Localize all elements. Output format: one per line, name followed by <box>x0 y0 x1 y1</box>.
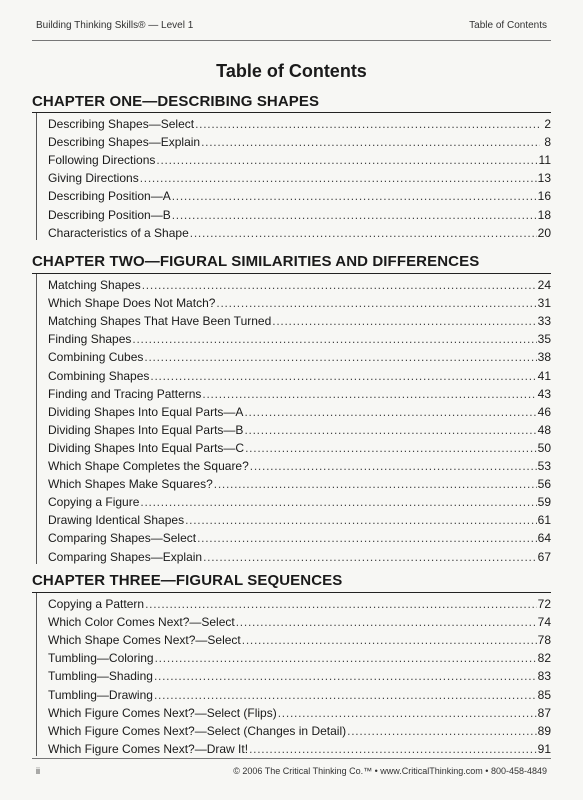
toc-entry-page: 89 <box>537 723 551 738</box>
dot-leader <box>244 423 536 437</box>
toc-entry-label: Which Shapes Make Squares? <box>48 477 213 492</box>
dot-leader <box>203 550 537 564</box>
toc-entry[interactable] <box>36 222 551 240</box>
toc-entry-label: Following Directions <box>48 153 156 168</box>
toc-entry-page: 78 <box>537 633 551 648</box>
dot-leader <box>242 633 537 647</box>
dot-leader <box>142 278 537 292</box>
toc-entry-label: Comparing Shapes—Select <box>48 531 197 546</box>
header-section-title: Table of Contents <box>469 20 547 31</box>
toc-entry[interactable] <box>36 683 551 701</box>
page-number: ii <box>36 766 40 776</box>
toc-entry[interactable] <box>36 629 551 647</box>
toc-entry-label: Which Figure Comes Next?—Select (Changes in Detail) <box>48 723 347 738</box>
dot-leader <box>249 742 537 756</box>
dot-leader <box>216 296 536 310</box>
toc-entry-page: 41 <box>537 368 551 383</box>
toc-entry-page: 67 <box>537 549 551 564</box>
toc-entry[interactable] <box>36 665 551 683</box>
dot-leader <box>250 459 537 473</box>
toc-entry-page: 20 <box>537 225 551 240</box>
dot-leader <box>156 153 537 167</box>
toc-entry-page: 83 <box>537 669 551 684</box>
toc-entry-label: Which Color Comes Next?—Select <box>48 615 235 630</box>
toc-entry[interactable] <box>36 401 551 419</box>
running-footer <box>36 766 547 778</box>
toc-entry[interactable] <box>36 593 551 611</box>
toc-entry-label: Copying a Figure <box>48 495 140 510</box>
dot-leader <box>236 615 537 629</box>
toc-entry-label: Combining Cubes <box>48 350 144 365</box>
toc-entry-page: 2 <box>544 117 551 132</box>
toc-entry-page: 87 <box>537 705 551 720</box>
toc-entry-page: 13 <box>537 171 551 186</box>
toc-entry[interactable] <box>36 611 551 629</box>
toc-entry-page: 38 <box>537 350 551 365</box>
toc-entry-page: 61 <box>537 513 551 528</box>
toc-entry-page: 56 <box>537 477 551 492</box>
header-book-title: Building Thinking Skills® — Level 1 <box>36 20 194 31</box>
toc-entry-label: Tumbling—Coloring <box>48 651 154 666</box>
dot-leader <box>172 189 537 203</box>
toc-entry-page: 18 <box>537 207 551 222</box>
dot-leader <box>155 651 537 665</box>
toc-entry-page: 50 <box>537 440 551 455</box>
toc-entry-label: Giving Directions <box>48 171 139 186</box>
toc-entry[interactable] <box>36 527 551 545</box>
toc-entry-page: 11 <box>538 153 551 168</box>
toc-entry[interactable] <box>36 455 551 473</box>
toc-entry[interactable] <box>36 545 551 563</box>
toc-entry[interactable] <box>36 419 551 437</box>
toc-entry[interactable] <box>36 364 551 382</box>
toc-entry-label: Which Shape Does Not Match? <box>48 296 216 311</box>
copyright-notice: © 2006 The Critical Thinking Co.™ • www.CriticalThinking.com • 800-458-4849 <box>233 766 547 776</box>
toc-entry-label: Describing Position—A <box>48 189 171 204</box>
toc-entry[interactable] <box>36 491 551 509</box>
dot-leader <box>150 369 536 383</box>
dot-leader <box>145 597 537 611</box>
chapter-3-entries <box>36 593 551 756</box>
toc-entry-label: Which Shape Completes the Square? <box>48 459 249 474</box>
toc-entry[interactable] <box>36 131 551 149</box>
dot-leader <box>202 387 536 401</box>
toc-entry[interactable] <box>36 383 551 401</box>
chapter-2-entries <box>36 274 551 564</box>
running-header <box>36 20 547 34</box>
toc-entry[interactable] <box>36 310 551 328</box>
dot-leader <box>347 724 537 738</box>
toc-entry-page: 72 <box>537 597 551 612</box>
toc-entry-label: Drawing Identical Shapes <box>48 513 185 528</box>
toc-entry-label: Matching Shapes <box>48 278 141 293</box>
toc-entry-label: Describing Shapes—Select <box>48 117 195 132</box>
toc-entry-page: 43 <box>537 386 551 401</box>
dot-leader <box>197 531 537 545</box>
toc-entry[interactable] <box>36 113 551 131</box>
toc-entry-label: Describing Position—B <box>48 207 171 222</box>
toc-entry-label: Dividing Shapes Into Equal Parts—B <box>48 422 244 437</box>
dot-leader <box>172 208 537 222</box>
toc-entry[interactable] <box>36 167 551 185</box>
dot-leader <box>244 405 536 419</box>
chapter-heading-1: CHAPTER ONE—DESCRIBING SHAPES <box>32 93 320 110</box>
toc-entry-page: 53 <box>537 459 551 474</box>
toc-entry[interactable] <box>36 274 551 292</box>
toc-entry-label: Which Figure Comes Next?—Select (Flips) <box>48 705 277 720</box>
toc-entry[interactable] <box>36 720 551 738</box>
toc-entry-label: Tumbling—Drawing <box>48 687 153 702</box>
toc-entry-page: 31 <box>537 296 551 311</box>
toc-entry-label: Which Figure Comes Next?—Draw It! <box>48 741 249 756</box>
toc-entry-page: 82 <box>537 651 551 666</box>
toc-entry[interactable] <box>36 509 551 527</box>
toc-entry-label: Describing Shapes—Explain <box>48 135 201 150</box>
page-title: Table of Contents <box>216 61 367 81</box>
toc-entry-label: Dividing Shapes Into Equal Parts—A <box>48 404 244 419</box>
toc-entry[interactable] <box>36 328 551 346</box>
toc-entry[interactable] <box>36 437 551 455</box>
dot-leader <box>214 477 537 491</box>
toc-entry[interactable] <box>36 292 551 310</box>
toc-entry-label: Copying a Pattern <box>48 597 145 612</box>
toc-entry[interactable] <box>36 149 551 167</box>
dot-leader <box>140 495 536 509</box>
dot-leader <box>201 135 540 149</box>
toc-entry[interactable] <box>36 203 551 221</box>
dot-leader <box>278 706 537 720</box>
chapter-1-entries <box>36 113 551 240</box>
toc-entry-label: Finding Shapes <box>48 332 132 347</box>
toc-entry-page: 59 <box>537 495 551 510</box>
toc-entry-label: Dividing Shapes Into Equal Parts—C <box>48 440 245 455</box>
toc-entry[interactable] <box>36 702 551 720</box>
header-rule <box>32 40 551 41</box>
toc-entry-label: Comparing Shapes—Explain <box>48 549 203 564</box>
toc-entry-page: 74 <box>537 615 551 630</box>
dot-leader <box>140 171 537 185</box>
chapter-heading-2: CHAPTER TWO—FIGURAL SIMILARITIES AND DIFFERENCES <box>32 253 480 270</box>
dot-leader <box>154 669 537 683</box>
toc-entry-page: 24 <box>537 278 551 293</box>
toc-entry-page: 33 <box>537 314 551 329</box>
toc-entry-page: 16 <box>537 189 551 204</box>
footer-rule <box>32 758 551 759</box>
toc-entry[interactable] <box>36 185 551 203</box>
dot-leader <box>132 332 536 346</box>
dot-leader <box>272 314 536 328</box>
toc-entry-page: 91 <box>537 741 551 756</box>
toc-entry-label: Finding and Tracing Patterns <box>48 386 202 401</box>
toc-entry-label: Characteristics of a Shape <box>48 225 189 240</box>
dot-leader <box>195 117 540 131</box>
chapter-heading-3: CHAPTER THREE—FIGURAL SEQUENCES <box>32 572 343 589</box>
toc-entry[interactable] <box>36 346 551 364</box>
toc-entry[interactable] <box>36 473 551 491</box>
dot-leader <box>190 226 537 240</box>
toc-entry-page: 85 <box>537 687 551 702</box>
toc-entry-page: 64 <box>537 531 551 546</box>
toc-entry-label: Combining Shapes <box>48 368 150 383</box>
toc-entry-label: Which Shape Comes Next?—Select <box>48 633 241 648</box>
toc-entry-label: Matching Shapes That Have Been Turned <box>48 314 272 329</box>
toc-entry-page: 35 <box>537 332 551 347</box>
toc-entry-page: 48 <box>537 422 551 437</box>
dot-leader <box>154 688 537 702</box>
toc-entry-page: 46 <box>537 404 551 419</box>
toc-entry-page: 8 <box>544 135 551 150</box>
dot-leader <box>144 350 536 364</box>
dot-leader <box>245 441 537 455</box>
toc-entry-label: Tumbling—Shading <box>48 669 153 684</box>
toc-entry[interactable] <box>36 647 551 665</box>
toc-entry[interactable] <box>36 738 551 756</box>
dot-leader <box>185 513 537 527</box>
